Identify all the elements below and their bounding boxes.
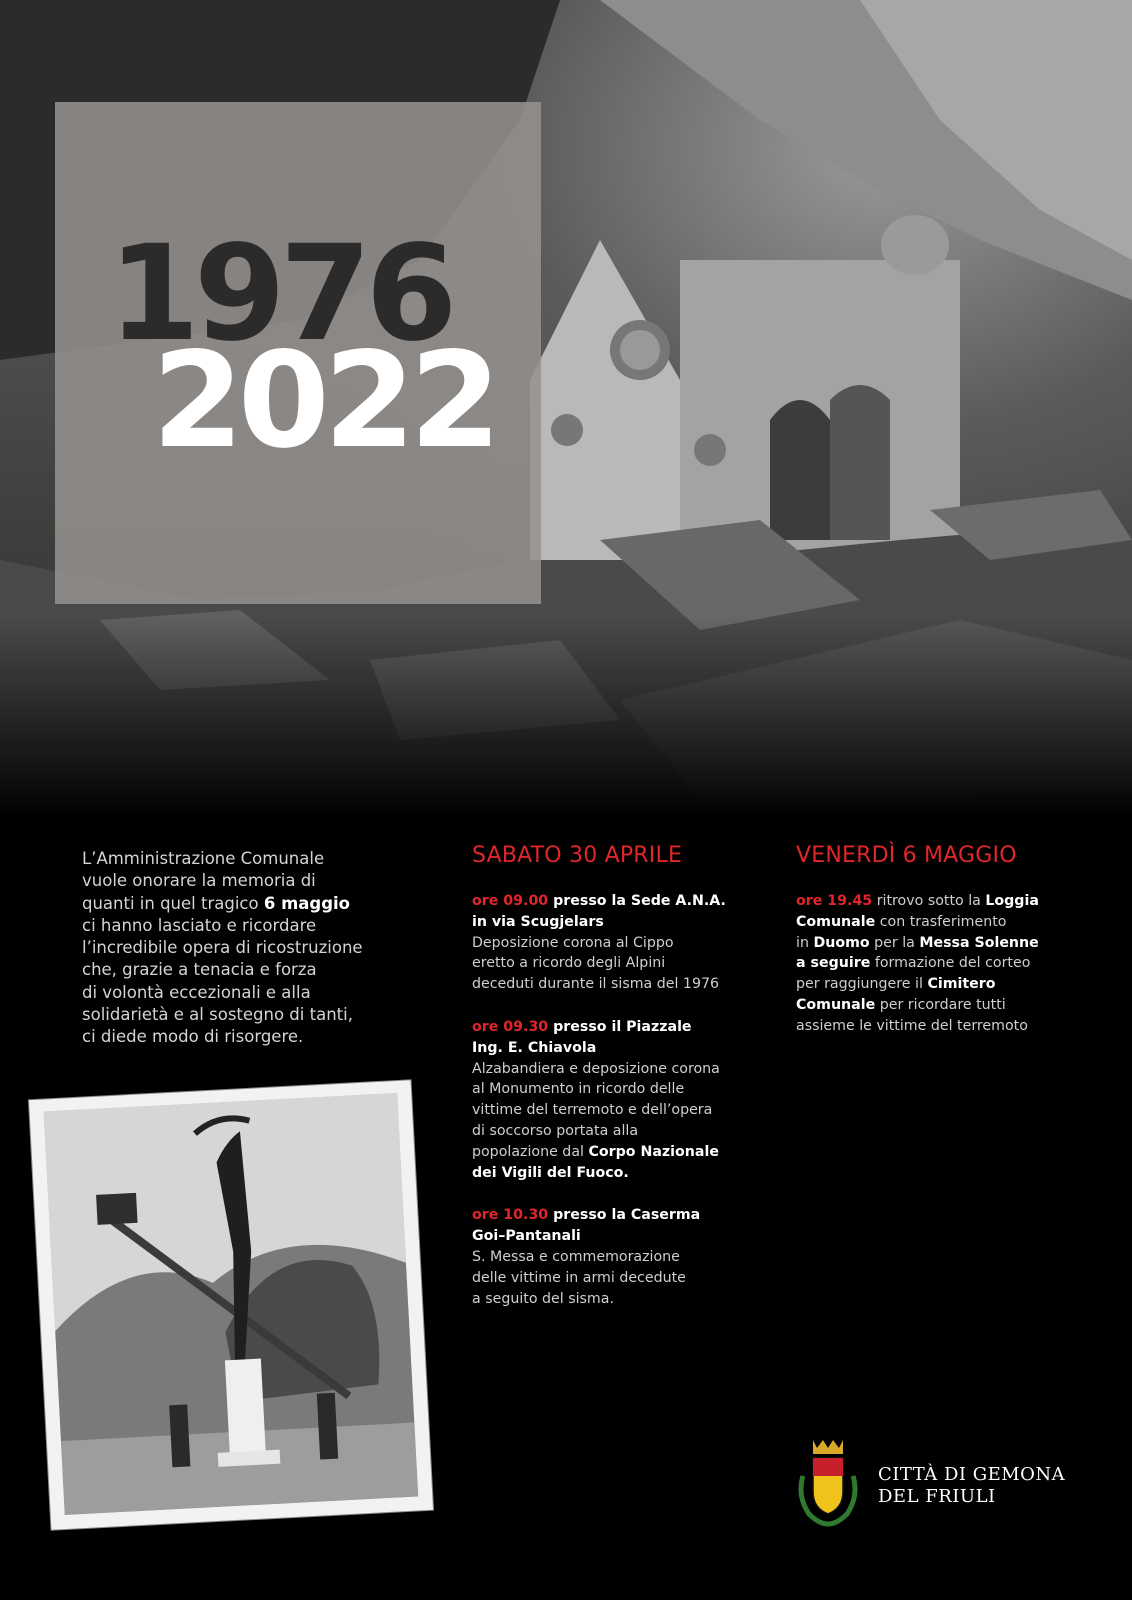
intro-line: vuole onorare la memoria di: [82, 871, 316, 891]
city-line2: DEL FRIULI: [878, 1486, 996, 1507]
monument-photo: [29, 1080, 433, 1529]
city-line1: CITTÀ DI GEMONA: [878, 1464, 1066, 1485]
year-1976: 1976: [108, 217, 452, 371]
year-2022: 2022: [152, 324, 496, 478]
city-name: [878, 1464, 1065, 1508]
intro-line: l’incredibile opera di ricostruzione: [82, 938, 363, 958]
intro-line: che, grazie a tenacia e forza: [82, 960, 317, 980]
event-0900: ore 09.00 presso la Sede A.N.A. in via Scugjelars Deposizione corona al Cippo eretto a ricordo degli Alpini deceduti durante il sisma del 1976: [472, 893, 726, 993]
intro-line: L’Amministrazione Comunale: [82, 849, 325, 868]
intro-line: solidarietà e al sostegno di tanti,: [82, 1005, 353, 1025]
intro-text: [82, 848, 422, 1049]
friday-program: [796, 843, 1056, 1059]
friday-heading: VENERDÌ 6 MAGGIO: [796, 843, 1017, 868]
saturday-heading: SABATO 30 APRILE: [472, 843, 683, 868]
intro-line: ci diede modo di risorgere.: [82, 1027, 304, 1047]
monument-image: [44, 1093, 419, 1515]
event-1030: ore 10.30 presso la Caserma Goi–Pantanali S. Messa e commemorazione delle vittime in armi decedute a seguito del sisma.: [472, 1207, 701, 1307]
event-1945: ore 19.45 ritrovo sotto la Loggia Comunale con trasferimento in Duomo per la Messa Solenne a seguire formazione del corteo per raggiungere il Cimitero Comunale per ricordare tutti assieme le vittime del terremoto: [796, 893, 1039, 1034]
intro-line: quanti in quel tragico 6 maggio: [82, 893, 351, 913]
saturday-program: [472, 843, 772, 1331]
intro-line: ci hanno lasciato e ricordare: [82, 915, 317, 935]
intro-highlight: 6 maggio: [263, 893, 351, 913]
gemona-coat-of-arms-icon: [795, 1436, 861, 1528]
event-0930: ore 09.30 presso il Piazzale Ing. E. Chiavola Alzabandiera e deposizione corona al Monumento in ricordo delle vittime del terremoto e dell’opera di soccorso portata alla popolazione dal Corpo Nazionale dei Vigili del Fuoco.: [472, 1018, 720, 1181]
intro-line: di volontà eccezionali e alla: [82, 982, 311, 1002]
